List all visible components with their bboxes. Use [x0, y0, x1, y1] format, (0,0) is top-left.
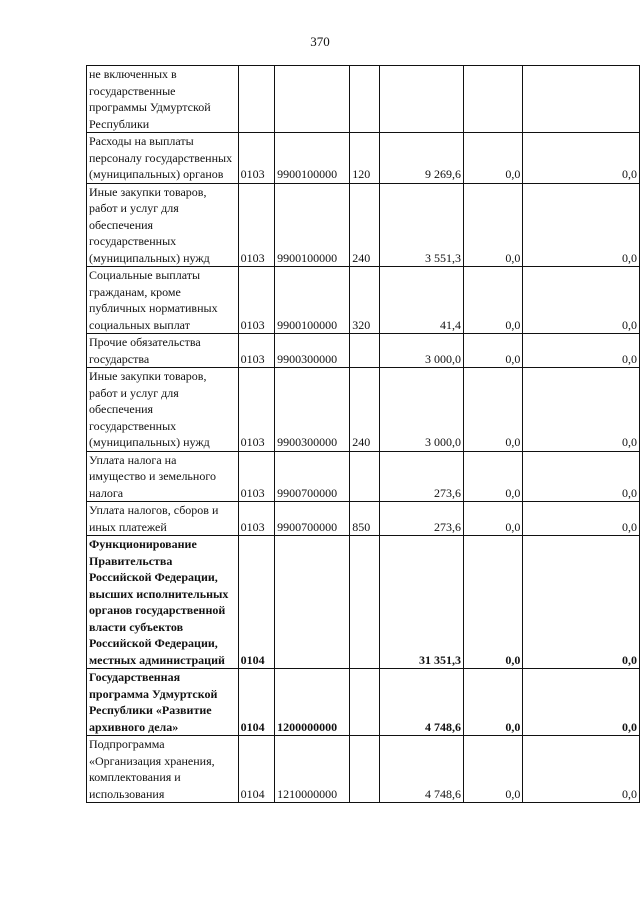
cell-sum: 41,4	[379, 267, 463, 334]
cell-article: 9900300000	[275, 368, 350, 452]
cell-section: 0103	[238, 133, 275, 184]
cell-article: 9900300000	[275, 334, 350, 368]
cell-article: 9900100000	[275, 267, 350, 334]
cell-value-2	[523, 66, 640, 133]
cell-sum: 3 551,3	[379, 183, 463, 267]
cell-value-2: 0,0	[523, 334, 640, 368]
cell-type: 240	[350, 183, 380, 267]
cell-sum: 273,6	[379, 451, 463, 502]
cell-value-1: 0,0	[463, 536, 522, 669]
cell-name: Иные закупки товаров, работ и услуг для обеспечения государственных (муниципальных) нужд	[87, 183, 239, 267]
cell-section: 0103	[238, 267, 275, 334]
table-body	[87, 66, 640, 803]
cell-value-1	[463, 66, 522, 133]
cell-type	[350, 669, 380, 736]
cell-name: Расходы на выплаты персоналу государственных (муниципальных) органов	[87, 133, 239, 184]
cell-value-2: 0,0	[523, 736, 640, 803]
cell-value-1: 0,0	[463, 669, 522, 736]
cell-name: Функционирование Правительства Российской Федерации, высших исполнительных органов государственной власти субъектов Российской Федерации, местных администраций	[87, 536, 239, 669]
cell-section: 0103	[238, 502, 275, 536]
table-row	[87, 334, 640, 368]
cell-value-1: 0,0	[463, 334, 522, 368]
cell-section: 0103	[238, 183, 275, 267]
cell-value-1: 0,0	[463, 267, 522, 334]
cell-name: Уплата налога на имущество и земельного налога	[87, 451, 239, 502]
cell-value-1: 0,0	[463, 183, 522, 267]
cell-type: 120	[350, 133, 380, 184]
cell-name: не включенных в государственные программы Удмуртской Республики	[87, 66, 239, 133]
cell-value-2: 0,0	[523, 451, 640, 502]
table-row	[87, 669, 640, 736]
cell-section: 0104	[238, 736, 275, 803]
cell-section: 0103	[238, 451, 275, 502]
cell-value-1: 0,0	[463, 502, 522, 536]
table-row	[87, 736, 640, 803]
cell-value-2: 0,0	[523, 133, 640, 184]
table-row	[87, 536, 640, 669]
cell-sum: 3 000,0	[379, 368, 463, 452]
cell-name: Иные закупки товаров, работ и услуг для обеспечения государственных (муниципальных) нужд	[87, 368, 239, 452]
cell-article: 9900100000	[275, 183, 350, 267]
cell-section: 0103	[238, 368, 275, 452]
cell-sum: 4 748,6	[379, 669, 463, 736]
cell-type	[350, 536, 380, 669]
table-row	[87, 368, 640, 452]
cell-value-2: 0,0	[523, 267, 640, 334]
cell-article: 9900700000	[275, 502, 350, 536]
cell-type: 240	[350, 368, 380, 452]
cell-value-2: 0,0	[523, 368, 640, 452]
cell-article: 1210000000	[275, 736, 350, 803]
cell-value-1: 0,0	[463, 736, 522, 803]
cell-name: Подпрограмма «Организация хранения, комплектования и использования	[87, 736, 239, 803]
cell-sum	[379, 66, 463, 133]
cell-article: 1200000000	[275, 669, 350, 736]
cell-section	[238, 66, 275, 133]
cell-article: 9900700000	[275, 451, 350, 502]
cell-type	[350, 334, 380, 368]
cell-type: 850	[350, 502, 380, 536]
cell-sum: 31 351,3	[379, 536, 463, 669]
cell-type	[350, 451, 380, 502]
cell-value-2: 0,0	[523, 183, 640, 267]
cell-article	[275, 66, 350, 133]
table-row	[87, 183, 640, 267]
cell-name: Социальные выплаты гражданам, кроме публичных нормативных социальных выплат	[87, 267, 239, 334]
cell-name: Государственная программа Удмуртской Республики «Развитие архивного дела»	[87, 669, 239, 736]
cell-name: Прочие обязательства государства	[87, 334, 239, 368]
cell-type	[350, 736, 380, 803]
cell-name: Уплата налогов, сборов и иных платежей	[87, 502, 239, 536]
cell-value-2: 0,0	[523, 502, 640, 536]
cell-section: 0103	[238, 334, 275, 368]
cell-sum: 9 269,6	[379, 133, 463, 184]
cell-type	[350, 66, 380, 133]
cell-sum: 273,6	[379, 502, 463, 536]
cell-value-2: 0,0	[523, 536, 640, 669]
cell-value-2: 0,0	[523, 669, 640, 736]
page-number: 370	[310, 34, 330, 49]
table-row	[87, 267, 640, 334]
table-row	[87, 502, 640, 536]
cell-type: 320	[350, 267, 380, 334]
cell-section: 0104	[238, 536, 275, 669]
table-row	[87, 66, 640, 133]
cell-sum: 3 000,0	[379, 334, 463, 368]
budget-table	[86, 65, 640, 803]
table-row	[87, 133, 640, 184]
cell-value-1: 0,0	[463, 451, 522, 502]
cell-article	[275, 536, 350, 669]
cell-value-1: 0,0	[463, 133, 522, 184]
cell-value-1: 0,0	[463, 368, 522, 452]
table-row	[87, 451, 640, 502]
cell-section: 0104	[238, 669, 275, 736]
cell-article: 9900100000	[275, 133, 350, 184]
cell-sum: 4 748,6	[379, 736, 463, 803]
